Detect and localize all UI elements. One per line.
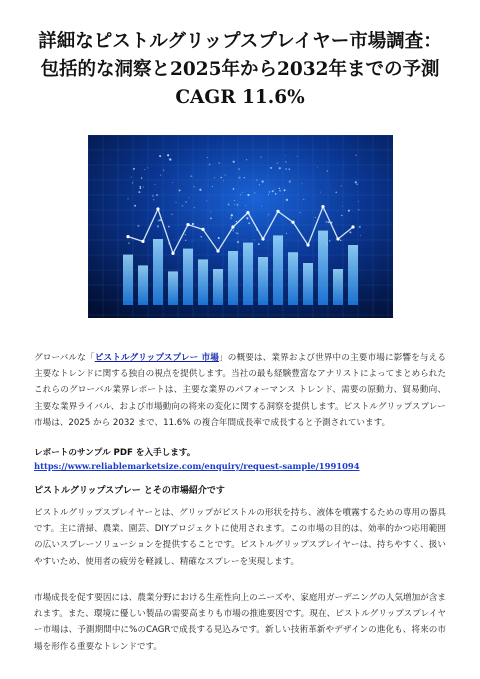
hero-glow-dot	[168, 158, 169, 159]
hero-glow-dot	[247, 194, 249, 196]
hero-glow-dot	[233, 161, 235, 163]
hero-glow-dot	[192, 223, 194, 225]
hero-glow-dot	[286, 199, 288, 201]
hero-glow-dot	[270, 167, 272, 169]
hero-glow-dot	[268, 214, 270, 216]
hero-glow-dot	[224, 174, 225, 175]
hero-glow-dot	[303, 199, 304, 200]
hero-glow-dot	[153, 199, 154, 200]
hero-glow-dot	[340, 240, 341, 241]
hero-glow-dot	[235, 232, 237, 234]
hero-glow-dot	[172, 182, 173, 183]
hero-glow-dot	[194, 207, 195, 208]
hero-glow-dot	[277, 162, 278, 163]
hero-glow-dot	[133, 168, 135, 170]
market-intro-paragraph: ピストルグリップスプレイヤーとは、グリップがピストルの形状を持ち、液体を噴霧するための専用の器具です。主に清掃、農業、園芸、DIYプロジェクトに使用されます。この市場の目的は、効率的かつ応用範囲の広いスプレーソリューションを提供することです。ピストルグリップスプレイヤーは、持ちやすく、扱いやすいため、使用者の疲労を軽減し、精確なスプレーを実現します。	[34, 508, 446, 567]
hero-glow-dot	[341, 215, 342, 216]
hero-glow-dot	[132, 182, 134, 184]
hero-line-node	[246, 211, 249, 214]
hero-glow-dot	[329, 240, 330, 241]
hero-glow-dot	[138, 191, 140, 193]
hero-glow-dot	[246, 159, 247, 160]
page-title: 詳細なピストルグリップスプレイヤー市場調査：包括的な洞察と2025年から2032年までの予測CAGR 11.6%	[38, 31, 442, 108]
hero-line-node	[216, 249, 219, 252]
hero-glow-dot	[221, 177, 222, 178]
hero-glow-dot	[234, 200, 235, 201]
hero-glow-dot	[147, 167, 148, 168]
hero-glow-dot	[242, 192, 243, 193]
hero-line-node	[231, 225, 234, 228]
hero-glow-dot	[236, 204, 238, 206]
hero-glow-dot	[317, 167, 318, 168]
hero-glow-dot	[234, 204, 235, 205]
hero-bar	[138, 265, 148, 305]
hero-glow-dot	[359, 226, 361, 228]
hero-glow-dot	[274, 189, 275, 190]
hero-glow-dot	[167, 154, 169, 156]
hero-glow-dot	[179, 189, 181, 191]
hero-glow-dot	[261, 206, 262, 207]
hero-line-node	[186, 223, 189, 226]
hero-glow-dot	[198, 244, 199, 245]
hero-line-node	[291, 221, 294, 224]
hero-glow-dot	[175, 202, 176, 203]
hero-glow-dot	[206, 200, 207, 201]
hero-glow-dot	[355, 181, 357, 183]
hero-glow-dot	[159, 155, 161, 157]
hero-glow-dot	[262, 181, 264, 183]
hero-glow-dot	[259, 184, 260, 185]
hero-glow-dot	[268, 194, 269, 195]
hero-glow-dot	[297, 156, 298, 157]
hero-glow-dot	[152, 195, 154, 197]
hero-glow-dot	[360, 235, 361, 236]
hero-bar	[303, 263, 313, 305]
hero-glow-dot	[254, 192, 255, 193]
hero-glow-dot	[228, 204, 230, 206]
hero-bar	[318, 231, 328, 305]
hero-glow-dot	[349, 231, 351, 233]
hero-glow-dot	[159, 219, 161, 221]
hero-glow-dot	[244, 177, 245, 178]
hero-glow-dot	[209, 163, 211, 165]
hero-line-node	[261, 237, 264, 240]
hero-bar	[228, 251, 238, 305]
hero-bar	[183, 249, 193, 305]
hero-glow-dot	[223, 180, 224, 181]
hero-glow-dot	[289, 181, 291, 183]
hero-glow-dot	[327, 170, 328, 171]
hero-glow-dot	[238, 168, 240, 170]
hero-line-node	[156, 207, 159, 210]
hero-glow-dot	[358, 209, 359, 210]
hero-bar	[258, 257, 268, 305]
hero-line-node	[276, 210, 279, 213]
hero-glow-dot	[156, 194, 158, 196]
hero-glow-dot	[315, 217, 316, 218]
hero-glow-dot	[335, 192, 336, 193]
hero-glow-dot	[157, 220, 159, 222]
market-link[interactable]: ピストルグリップスプレー 市場	[94, 353, 219, 363]
hero-glow-dot	[134, 205, 136, 207]
hero-glow-dot	[185, 201, 187, 203]
hero-glow-dot	[272, 190, 274, 192]
hero-glow-dot	[210, 211, 211, 212]
hero-glow-dot	[200, 236, 202, 238]
hero-glow-dot	[163, 169, 164, 170]
intro-text-after: 」の概要は、業界および世界中の主要市場に影響を与える主要なトレンドに関する独自の視点を提供します。当社の最も経験豊富なアナリストによってまとめられたこれらのグローバル業界レポートは、主要な業界のパフォーマンス トレンド、需要の原動力、貿易動向、主要な業界ライバル、および市場動向の将来の変化に関する洞察を提供します。ピストルグリップスプレー 市場は、2025 から 2032 まで、11.6% の複合年間成長率で成長すると予測されています。	[34, 353, 446, 428]
hero-glow-dot	[236, 221, 237, 222]
hero-glow-dot	[245, 205, 246, 206]
hero-glow-dot	[207, 157, 208, 158]
hero-glow-dot	[141, 177, 143, 179]
hero-glow-dot	[185, 234, 187, 236]
hero-glow-dot	[328, 221, 330, 223]
hero-glow-dot	[275, 193, 277, 195]
hero-glow-dot	[342, 206, 343, 207]
hero-glow-dot	[231, 214, 233, 216]
hero-glow-dot	[230, 217, 232, 219]
hero-bar	[243, 243, 253, 305]
hero-glow-dot	[140, 186, 141, 187]
hero-glow-dot	[237, 233, 239, 235]
sample-request	[34, 447, 446, 474]
hero-bar	[348, 245, 358, 305]
hero-glow-dot	[279, 167, 281, 169]
hero-line-node	[171, 252, 174, 255]
intro-paragraph	[34, 350, 446, 431]
hero-bar	[333, 269, 343, 305]
section-heading: ピストルグリップスプレー とその市場紹介です	[34, 486, 225, 496]
hero-glow-dot	[127, 198, 129, 200]
hero-bar	[288, 252, 298, 305]
hero-glow-dot	[288, 168, 290, 170]
hero-glow-dot	[348, 210, 350, 212]
hero-glow-dot	[258, 243, 260, 245]
hero-glow-dot	[284, 189, 286, 191]
hero-glow-dot	[276, 163, 277, 164]
sample-label: レポートのサンプル PDF を入手します。	[34, 448, 196, 458]
hero-glow-dot	[233, 230, 235, 232]
hero-glow-dot	[137, 225, 139, 227]
hero-bar	[153, 239, 163, 305]
hero-glow-dot	[128, 242, 130, 244]
hero-glow-dot	[218, 237, 220, 239]
hero-glow-dot	[169, 158, 171, 160]
hero-image	[88, 135, 393, 318]
hero-glow-dot	[355, 155, 356, 156]
hero-glow-dot	[299, 212, 300, 213]
hero-glow-dot	[279, 190, 281, 192]
hero-glow-dot	[248, 222, 250, 224]
hero-glow-dot	[172, 214, 173, 215]
hero-glow-dot	[285, 168, 287, 170]
hero-glow-dot	[212, 186, 213, 187]
hero-glow-dot	[190, 175, 192, 177]
hero-glow-dot	[218, 162, 220, 164]
hero-glow-dot	[254, 239, 255, 240]
hero-glow-dot	[185, 240, 186, 241]
hero-line-node	[306, 243, 309, 246]
hero-glow-dot	[302, 183, 303, 184]
hero-line-node	[201, 228, 204, 231]
hero-glow-dot	[285, 161, 287, 163]
hero-line-node	[126, 235, 129, 238]
hero-glow-dot	[160, 174, 162, 176]
hero-glow-dot	[285, 155, 286, 156]
intro-text-before: グローバルな「	[34, 353, 95, 363]
hero-glow-dot	[356, 183, 358, 185]
hero-glow-dot	[239, 177, 241, 179]
hero-glow-dot	[199, 189, 201, 191]
hero-glow-dot	[233, 188, 235, 190]
hero-glow-dot	[210, 217, 212, 219]
hero-glow-dot	[140, 187, 142, 189]
hero-glow-dot	[144, 169, 145, 170]
hero-glow-dot	[182, 205, 184, 207]
hero-bar	[168, 271, 178, 305]
hero-bar	[273, 235, 283, 305]
hero-glow-dot	[168, 226, 170, 228]
hero-glow-dot	[143, 186, 144, 187]
hero-glow-dot	[320, 192, 321, 193]
hero-glow-dot	[155, 184, 156, 185]
hero-glow-dot	[269, 191, 270, 192]
hero-glow-dot	[260, 157, 261, 158]
hero-glow-dot	[341, 185, 342, 186]
growth-factors-paragraph: 市場成長を促す要因には、農業分野における生産性向上のニーズや、家庭用ガーデニングの人気増加が含まれます。また、環境に優しい製品の需要高まりも市場の推進要因です。現在、ピストルグリップスプレイヤー市場は、予測期間中に%のCAGRで成長する見込みです。新しい技術革新やデザインの進化も、将来の市場を形作る重要なトレンドです。	[34, 593, 446, 652]
hero-line-node	[336, 237, 339, 240]
hero-glow-dot	[192, 241, 193, 242]
hero-glow-dot	[214, 177, 215, 178]
hero-glow-dot	[188, 197, 189, 198]
hero-glow-dot	[246, 217, 248, 219]
hero-glow-dot	[325, 221, 327, 223]
hero-glow-dot	[157, 225, 159, 227]
hero-glow-dot	[279, 188, 280, 189]
hero-line-node	[321, 205, 324, 208]
hero-glow-dot	[286, 233, 287, 234]
hero-glow-dot	[131, 177, 132, 178]
hero-bar	[123, 255, 133, 305]
hero-glow-dot	[237, 241, 239, 243]
hero-glow-dot	[358, 201, 359, 202]
sample-link[interactable]: https://www.reliablemarketsize.com/enquiry/request-sample/1991094	[34, 461, 360, 471]
hero-glow-dot	[256, 179, 257, 180]
hero-glow-dot	[194, 186, 195, 187]
hero-line-node	[141, 240, 144, 243]
hero-bar	[213, 269, 223, 305]
hero-line-node	[351, 225, 354, 228]
hero-bar	[198, 259, 208, 305]
hero-glow-dot	[240, 194, 241, 195]
